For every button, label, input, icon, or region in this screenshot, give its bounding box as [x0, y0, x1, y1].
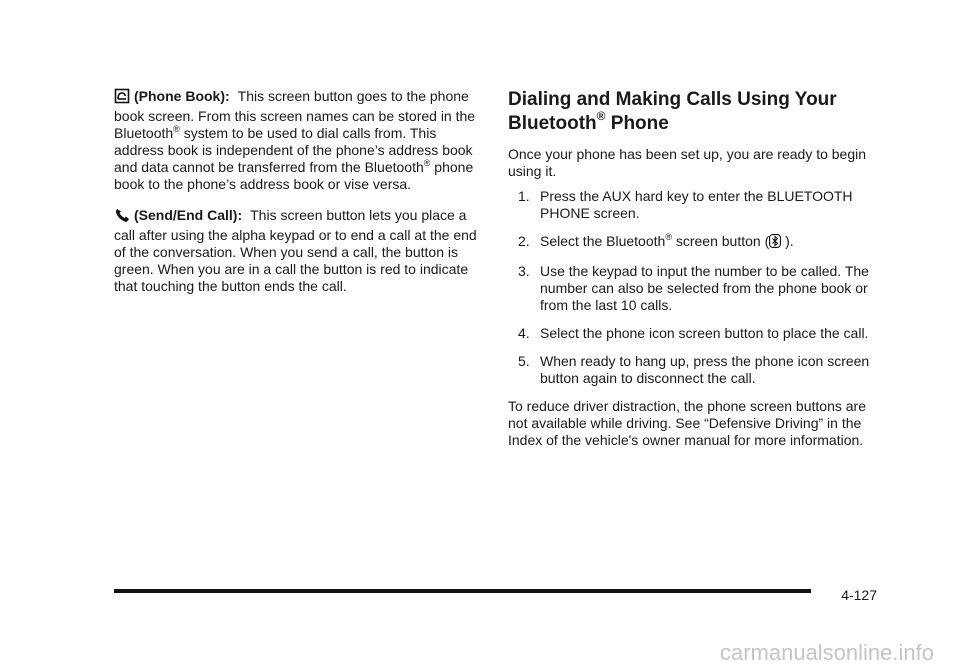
phonebook-paragraph	[114, 88, 480, 193]
phonebook-text-3: phone book to the phone’s address book or vise versa.	[114, 159, 474, 192]
phone-book-icon	[114, 88, 130, 108]
step-text: Use the keypad to input the number to be called. The number can also be selected from the phone book or from the last 10 calls.	[540, 263, 869, 313]
step-number: 2.	[518, 233, 530, 249]
step-number: 5.	[518, 353, 530, 369]
step-item	[508, 188, 876, 222]
right-column	[508, 88, 876, 449]
footer-rule	[114, 589, 811, 593]
phonebook-text-1: This screen button goes to the phone book screen. From this screen names can be stored in the Bluetooth	[114, 88, 476, 141]
watermark: carmanualsonline.info	[719, 640, 934, 665]
left-column	[114, 88, 480, 309]
phonebook-term: (Phone Book):	[134, 88, 230, 104]
registered-mark: ®	[173, 124, 180, 134]
bluetooth-icon	[769, 234, 781, 252]
step-number: 4.	[518, 325, 530, 341]
step-text: When ready to hang up, press the phone icon screen button again to disconnect the call.	[540, 353, 870, 386]
section-heading	[508, 88, 876, 136]
step-text: screen button (	[671, 233, 770, 249]
step-text: Select the phone icon screen button to place the call.	[540, 325, 869, 341]
step-item	[508, 325, 876, 342]
step-number: 1.	[518, 188, 530, 204]
heading-text-a: Dialing and Making Calls Using Your Bluetooth	[508, 89, 837, 134]
sendend-text: This screen button lets you place a call after using the alpha keypad or to end a call at the end of the conversation. When you send a call, the button is green. When you are in a call the button is red to indicate that touching the button ends the call.	[114, 207, 477, 294]
registered-mark: ®	[423, 158, 431, 168]
closing-paragraph: To reduce driver distraction, the phone screen buttons are not available while driving. See “Defensive Driving” in the Index of the vehicle's owner manual for more information.	[508, 398, 866, 448]
step-text: Press the AUX hard key to enter the BLUETOOTH PHONE screen.	[540, 188, 853, 221]
registered-mark: ®	[596, 109, 606, 123]
step-number: 3.	[518, 263, 530, 279]
phone-handset-icon	[114, 207, 130, 227]
registered-mark: ®	[665, 232, 672, 242]
sendend-term: (Send/End Call):	[134, 207, 243, 223]
heading-text-b: Phone	[605, 113, 669, 134]
step-text: Select the Bluetooth	[540, 233, 666, 249]
step-item	[508, 353, 876, 387]
intro-paragraph: Once your phone has been set up, you are ready to begin using it.	[508, 146, 867, 179]
sendend-paragraph	[114, 207, 480, 295]
step-text: ).	[781, 233, 794, 249]
steps-list	[508, 188, 876, 387]
phonebook-text-2: system to be used to dial calls from. This address book is independent of the phone’s address book and data cannot be transferred from the Bluetooth	[114, 125, 473, 175]
step-item	[508, 233, 876, 252]
step-item	[508, 263, 876, 314]
page-number: 4-127	[841, 587, 877, 603]
